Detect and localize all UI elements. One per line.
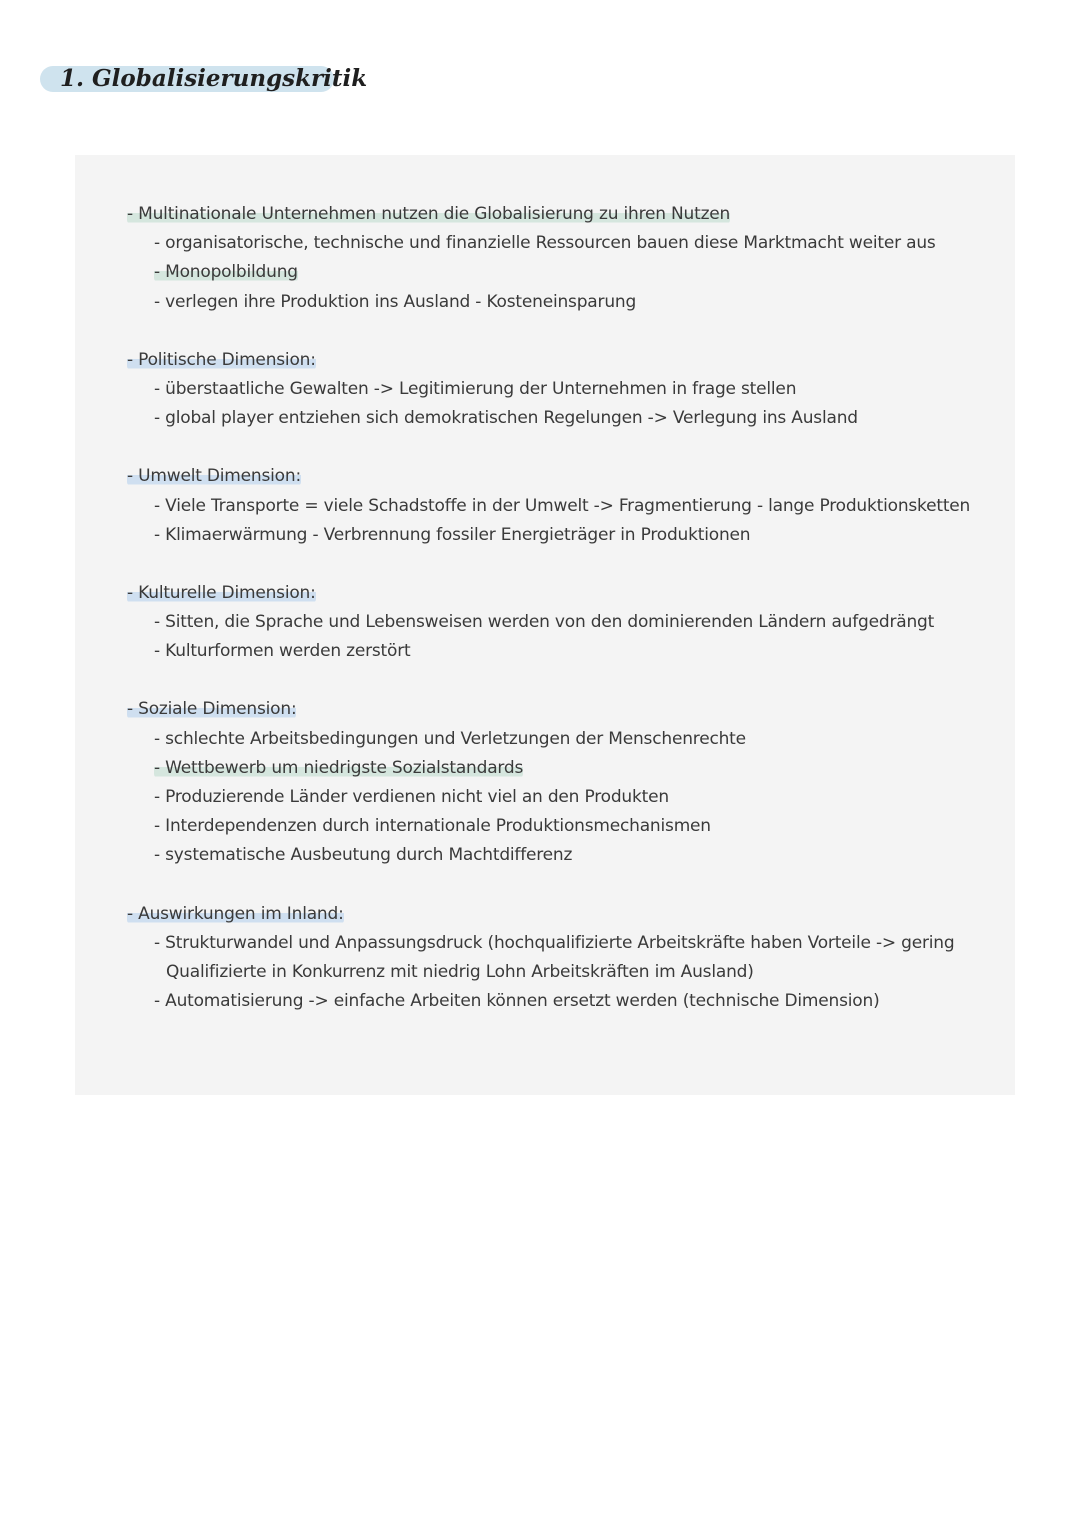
section-heading: - Auswirkungen im Inland:: [127, 903, 344, 924]
page-title: 1. Globalisierungskritik: [60, 65, 368, 92]
list-item: - Interdependenzen durch internationale Produktionsmechanismen: [154, 816, 711, 837]
section-heading: - Soziale Dimension:: [127, 699, 297, 720]
section-heading: - Kulturelle Dimension:: [127, 582, 316, 603]
list-item: - überstaatliche Gewalten -> Legitimierung der Unternehmen in frage stellen: [154, 378, 797, 399]
notes-card: [75, 155, 1015, 1095]
list-item: - Sitten, die Sprache und Lebensweisen werden von den dominierenden Ländern aufgedrängt: [154, 612, 935, 633]
section-heading: - Politische Dimension:: [127, 349, 316, 370]
section-heading: - Umwelt Dimension:: [127, 466, 301, 487]
notes-content: [127, 200, 987, 1045]
section-kulturelle-dimension: [127, 579, 987, 667]
list-item: - global player entziehen sich demokratischen Regelungen -> Verlegung ins Ausland: [154, 408, 858, 429]
section-soziale-dimension: [127, 695, 987, 870]
section-umwelt-dimension: [127, 462, 987, 550]
list-item: - Wettbewerb um niedrigste Sozialstandards: [154, 757, 524, 778]
list-item-continuation: Qualifizierte in Konkurrenz mit niedrig Lohn Arbeitskräften im Ausland): [166, 961, 754, 982]
list-item: - schlechte Arbeitsbedingungen und Verletzungen der Menschenrechte: [154, 728, 746, 749]
list-item: - Klimaerwärmung - Verbrennung fossiler Energieträger in Produktionen: [154, 524, 751, 545]
list-item: - organisatorische, technische und finanzielle Ressourcen bauen diese Marktmacht weiter aus: [154, 233, 936, 254]
section-politische-dimension: [127, 346, 987, 434]
list-item: - Automatisierung -> einfache Arbeiten können ersetzt werden (technische Dimension): [154, 991, 880, 1012]
list-item: - systematische Ausbeutung durch Machtdifferenz: [154, 845, 573, 866]
list-item: - Produzierende Länder verdienen nicht viel an den Produkten: [154, 787, 669, 807]
list-item: - Strukturwandel und Anpassungsdruck (hochqualifizierte Arbeitskräfte haben Vorteile -> gering: [154, 932, 955, 953]
list-item: - Kulturformen werden zerstört: [154, 641, 411, 662]
section-multinationale-unternehmen: [127, 200, 987, 317]
list-item: - verlegen ihre Produktion ins Ausland - Kosteneinsparung: [154, 291, 637, 312]
list-item: - Monopolbildung: [154, 262, 298, 283]
list-item: - Viele Transporte = viele Schadstoffe in der Umwelt -> Fragmentierung - lange Produktionsketten: [154, 495, 971, 516]
title-block: [40, 62, 367, 96]
section-auswirkungen-inland: [127, 900, 987, 1017]
section-heading: - Multinationale Unternehmen nutzen die Globalisierung zu ihren Nutzen: [127, 204, 731, 224]
